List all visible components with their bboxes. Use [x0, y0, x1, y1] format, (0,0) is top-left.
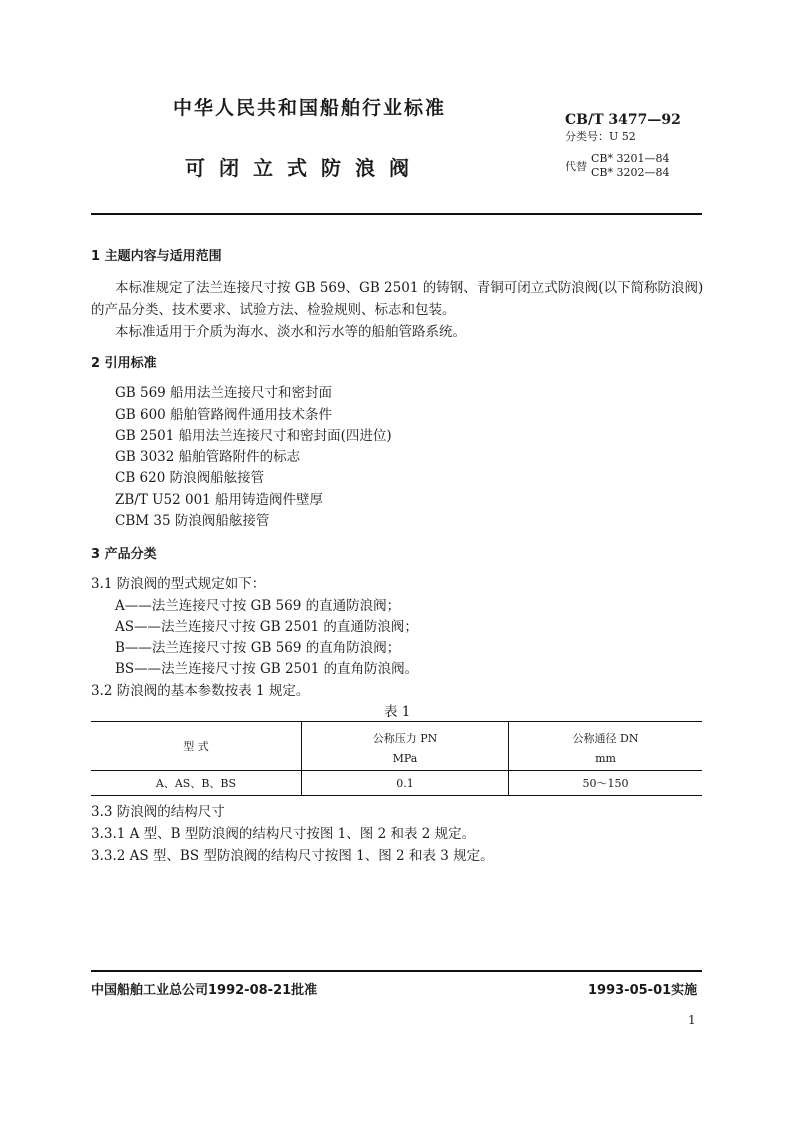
ref-item: GB 3032 船舶管路附件的标志: [115, 449, 301, 465]
header-rule: [91, 213, 702, 215]
footer-rule: [91, 970, 702, 972]
section-3-heading: 3 产品分类: [91, 547, 157, 562]
clause-3-3-1: 3.3.1 A 型、B 型防浪阀的结构尺寸按图 1、图 2 和表 2 规定。: [91, 826, 476, 842]
col-header-pn-unit: MPa: [302, 746, 509, 771]
ref-item: GB 2501 船用法兰连接尺寸和密封面(四进位): [115, 428, 392, 444]
section-2-heading: 2 引用标准: [91, 356, 157, 371]
col-header-pn: 公称压力 PN: [302, 722, 509, 747]
standard-name: 可闭立式防浪阀: [185, 156, 423, 180]
replaces-label: 代替: [565, 160, 587, 173]
industry-title: 中华人民共和国船舶行业标准: [173, 97, 447, 119]
clause-3-3-2: 3.3.2 AS 型、BS 型防浪阀的结构尺寸按图 1、图 2 和表 3 规定。: [91, 848, 494, 864]
type-item: B——法兰连接尺寸按 GB 569 的直角防浪阀；: [115, 640, 401, 656]
ref-item: CBM 35 防浪阀船舷接管: [115, 513, 270, 529]
col-header-dn-unit: mm: [509, 746, 703, 771]
clause-3-3: 3.3 防浪阀的结构尺寸: [91, 804, 225, 820]
approval-date: 中国船舶工业总公司1992-08-21批准: [91, 983, 318, 998]
cell-pn: 0.1: [302, 771, 509, 796]
section-1-heading: 1 主题内容与适用范围: [91, 249, 222, 264]
effective-date: 1993-05-01实施: [588, 983, 698, 998]
col-header-type: 型 式: [91, 722, 302, 771]
section-1-para-1-line-2: 的产品分类、技术要求、试验方法、检验规则、标志和包装。: [91, 302, 456, 318]
ref-item: GB 600 船舶管路阀件通用技术条件: [115, 407, 333, 423]
type-item: A——法兰连接尺寸按 GB 569 的直通防浪阀；: [115, 598, 401, 614]
parameter-table: [91, 721, 702, 796]
table-row: [91, 771, 702, 796]
clause-3-2: 3.2 防浪阀的基本参数按表 1 规定。: [91, 683, 310, 699]
ref-item: CB 620 防浪阀船舷接管: [115, 470, 265, 486]
type-item: BS——法兰连接尺寸按 GB 2501 的直角防浪阀。: [115, 661, 419, 677]
cell-type: A、AS、B、BS: [91, 771, 302, 796]
ref-item: GB 569 船用法兰连接尺寸和密封面: [115, 385, 333, 401]
col-header-dn: 公称通径 DN: [509, 722, 703, 747]
page-number: 1: [688, 1013, 696, 1027]
cell-dn: 50～150: [509, 771, 703, 796]
table-caption: 表 1: [384, 704, 411, 720]
replaces-item-2: CB* 3202—84: [591, 166, 670, 179]
section-1-para-2: 本标准适用于介质为海水、淡水和污水等的船舶管路系统。: [115, 324, 466, 340]
standard-number: CB/T 3477—92: [565, 112, 681, 128]
classification-number: 分类号：U 52: [565, 130, 636, 143]
clause-3-1: 3.1 防浪阀的型式规定如下：: [91, 576, 266, 592]
type-item: AS——法兰连接尺寸按 GB 2501 的直通防浪阀；: [115, 619, 418, 635]
replaces-item-1: CB* 3201—84: [591, 152, 670, 165]
section-1-para-1-line-1: 本标准规定了法兰连接尺寸按 GB 569、GB 2501 的铸钢、青铜可闭立式防浪阀(以下简称防浪阀): [115, 280, 704, 296]
ref-item: ZB/T U52 001 船用铸造阀件壁厚: [115, 492, 324, 508]
